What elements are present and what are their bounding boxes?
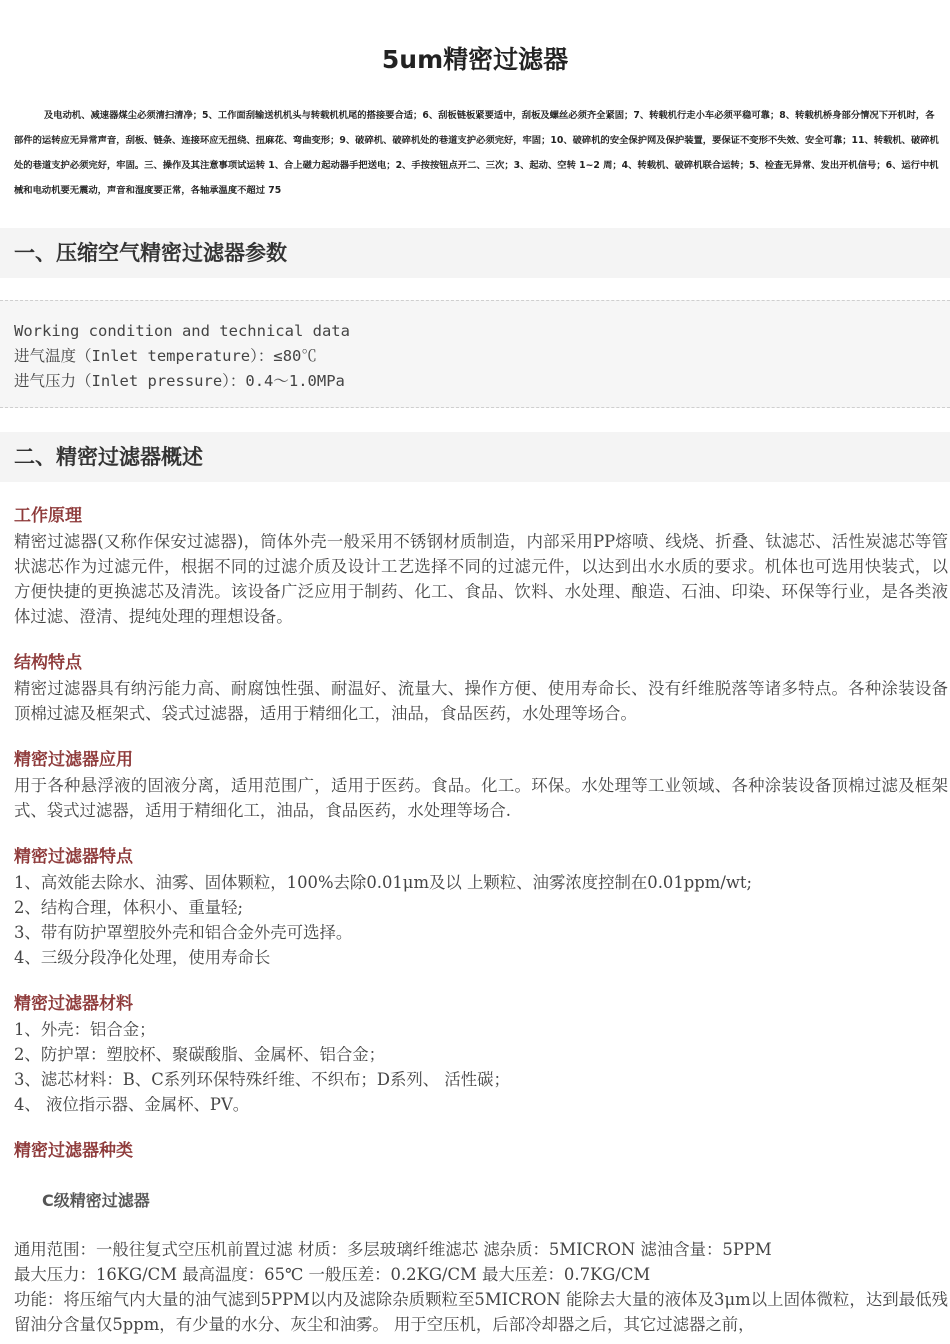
principle-text: 精密过滤器(又称作保安过滤器)，筒体外壳一般采用不锈钢材质制造，内部采用PP熔喷、线烧、折叠、钛滤芯、活性炭滤芯等管状滤芯作为过滤元件，根据不同的过滤介质及设计工艺选择不同的过滤元件，以达到出水水质的要求。机体也可选用快装式，以方便快捷的更换滤芯及清洗。该设备广泛应用于制药、化工、食品、饮料、水处理、酿造、石油、印染、环保等行业，是各类液体过滤、澄清、提纯处理的理想设备。 <box>14 532 948 626</box>
list-item: 2、防护罩：塑胶杯、聚碳酸脂、金属杯、铝合金； <box>14 1045 386 1064</box>
intro-paragraph: 及电动机、减速器煤尘必须清扫清净；5、工作面刮输送机机头与转载机机尾的搭接要合适；6、刮板链板紧要适中，刮板及螺丝必须齐全紧固；7、转载机行走小车必须平稳可靠；8、转载机桥身部分情况下开机时，各部件的运转应无异常声音，刮板、链条、连接环应无扭绕、扭麻花、弯曲变形；9、破碎机、破碎机处的巷道支护必须完好，牢固；10、破碎机的安全保护网及保护装置，要保证不变形不失效、安全可靠；11、转载机、破碎机处的巷道支护必须完好，牢固。三、操作及其注意事项试运转 1、合上磁力起动器手把送电；2、手按按钮点开二、三次；3、起动、空转 1~2 周；4、转载机、破碎机联合运转；5、检查无异常、发出开机信号；6、运行中机械和电动机要无震动，声音和湿度要正常，各轴承温度不超过 75 <box>14 110 939 196</box>
list-item: 1、外壳：铝合金； <box>14 1020 156 1039</box>
subheading-features: 精密过滤器特点 <box>14 847 133 867</box>
list-item: 4、三级分段净化处理，使用寿命长 <box>14 948 271 967</box>
subheading-application: 精密过滤器应用 <box>14 750 133 770</box>
list-item: 2、结构合理，体积小、重量轻; <box>14 898 244 917</box>
grade-heading: C级精密过滤器 <box>42 1191 150 1210</box>
list-item: 3、带有防护罩塑胶外壳和铝合金外壳可选择。 <box>14 923 353 942</box>
subheading-structure: 结构特点 <box>14 653 82 673</box>
spec-line: 最大压力：16KG/CM 最高温度：65℃ 一般压差：0.2KG/CM 最大压差：0.7KG/CM <box>14 1265 651 1284</box>
list-item: 1、高效能去除水、油雾、固体颗粒，100%去除0.01μm及以 上颗粒、油雾浓度控制在0.01ppm/wt; <box>14 873 752 892</box>
subheading-principle: 工作原理 <box>14 506 82 526</box>
code-line: Working condition and technical data <box>14 322 350 340</box>
spec-line: 通用范围：一般往复式空压机前置过滤 材质：多层玻璃纤维滤芯 滤杂质：5MICRON 滤油含量：5PPM <box>14 1240 772 1259</box>
subheading-types: 精密过滤器种类 <box>14 1141 133 1161</box>
structure-text: 精密过滤器具有纳污能力高、耐腐蚀性强、耐温好、流量大、操作方便、使用寿命长、没有纤维脱落等诸多特点。各种涂装设备顶棉过滤及框架式、袋式过滤器，适用于精细化工，油品，食品医药，水处理等场合。 <box>14 679 948 723</box>
parameters-code-block <box>0 300 950 408</box>
overview-content <box>14 504 948 1337</box>
code-line: 进气压力（Inlet pressure）：0.4～1.0MPa <box>14 372 345 390</box>
section-heading-overview: 二、精密过滤器概述 <box>0 432 950 482</box>
section-heading-parameters: 一、压缩空气精密过滤器参数 <box>0 228 950 278</box>
function-text: 功能：将压缩气内大量的油气滤到5PPM以内及滤除杂质颗粒至5MICRON 能除去大量的液体及3μm以上固体微粒，达到最低残留油分含量仅5ppm，有少量的水分、灰尘和油雾。 用于空压机，后部冷却器之后，其它过滤器之前， <box>14 1290 948 1334</box>
page-title: 5um精密过滤器 <box>381 45 569 74</box>
code-line: 进气温度（Inlet temperature）：≤80℃ <box>14 347 317 365</box>
list-item: 4、 液位指示器、金属杯、PV。 <box>14 1095 250 1114</box>
subheading-materials: 精密过滤器材料 <box>14 994 133 1014</box>
application-text: 用于各种悬浮液的固液分离，适用范围广，适用于医药。食品。化工。环保。水处理等工业领域、各种涂装设备顶棉过滤及框架式、袋式过滤器，适用于精细化工，油品，食品医药，水处理等场合. <box>14 776 948 820</box>
list-item: 3、滤芯材料：B、C系列环保特殊纤维、不织布；D系列、 活性碳； <box>14 1070 510 1089</box>
